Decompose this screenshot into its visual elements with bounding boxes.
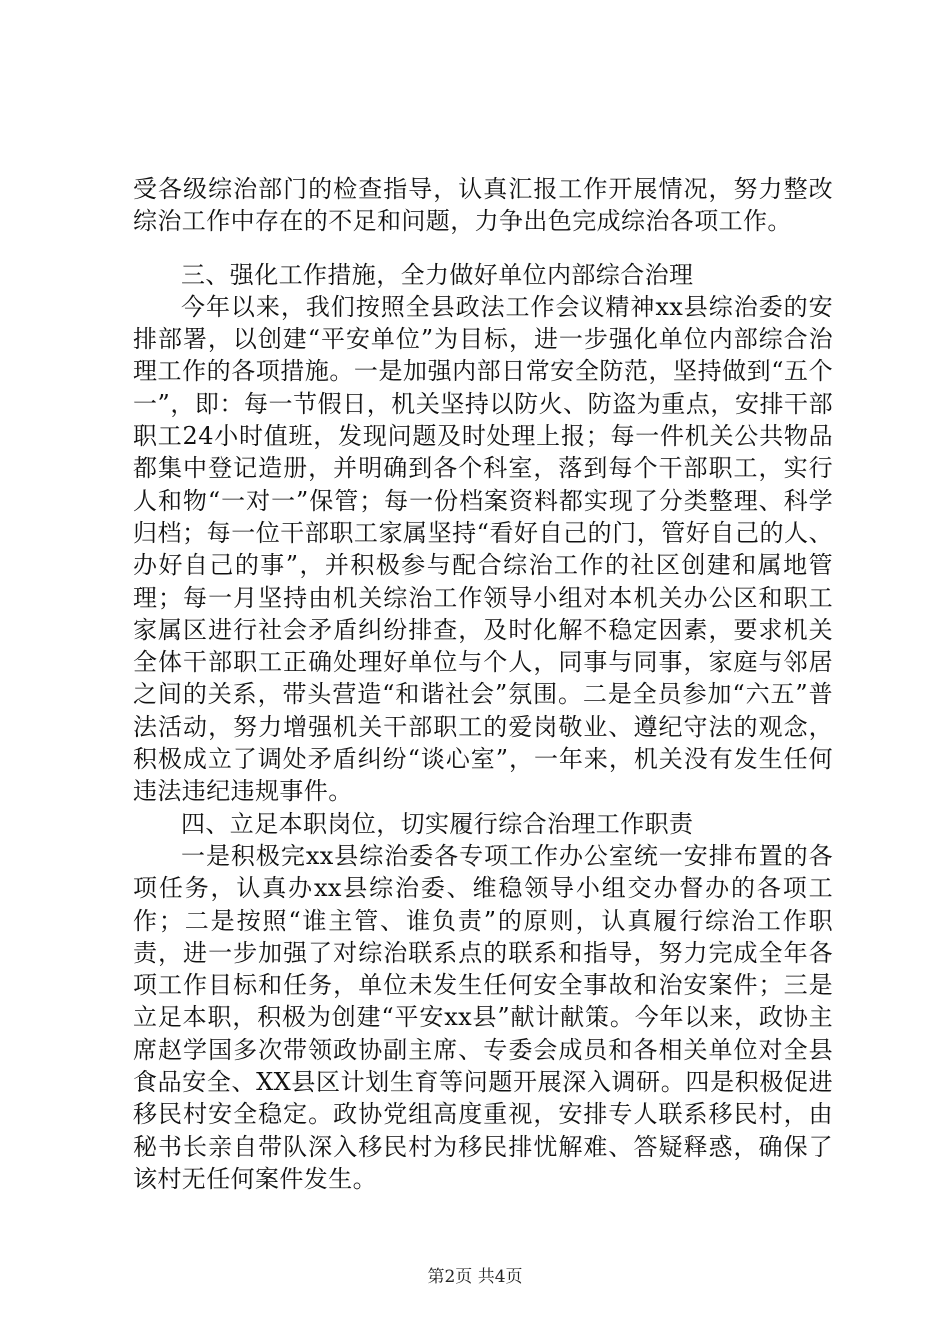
paragraph-continuation: 受各级综治部门的检查指导，认真汇报工作开展情况，努力整改综治工作中存在的不足和问题，力争出色完成综治各项工作。 <box>133 175 833 236</box>
paragraph-gap <box>133 238 833 259</box>
paragraph-section-4: 一是积极完xx县综治委各专项工作办公室统一安排布置的各项任务，认真办xx县综治委、维稳领导小组交办督办的各项工作；二是按照“谁主管、谁负责”的原则，认真履行综治工作职责，进一步加强了对综治联系点的联系和指导，努力完成全年各项工作目标和任务，单位未发生任何安全事故和治安案件；三是立足本职，积极为创建“平安xx县”献计献策。今年以来，政协主席赵学国多次带领政协副主席、专委会成员和各相关单位对全县食品安全、XX县区计划生育等问题开展深入调研。四是积极促进移民村安全稳定。政协党组高度重视，安排专人联系移民村，由秘书长亲自带队深入移民村为移民排忧解难、答疑释惑，确保了该村无任何案件发生。 <box>133 841 833 1193</box>
section-heading-3: 三、强化工作措施，全力做好单位内部综合治理 <box>181 260 694 289</box>
paragraph-section-3: 今年以来，我们按照全县政法工作会议精神xx县综治委的安排部署，以创建“平安单位”为目标，进一步强化单位内部综合治理工作的各项措施。一是加强内部日常安全防范，坚持做到“五个一”，即：每一节假日，机关坚持以防火、防盗为重点，安排干部职工24小时值班，发现问题及时处理上报；每一件机关公共物品都集中登记造册，并明确到各个科室，落到每个干部职工，实行人和物“一对一”保管；每一份档案资料都实现了分类整理、科学归档；每一位干部职工家属坚持“看好自己的门，管好自己的人、办好自己的事”，并积极参与配合综治工作的社区创建和属地管理；每一月坚持由机关综治工作领导小组对本机关办公区和职工家属区进行社会矛盾纠纷排查，及时化解不稳定因素，要求机关全体干部职工正确处理好单位与个人，同事与同事，家庭与邻居之间的关系，带头营造“和谐社会”氛围。二是全员参加“六五”普法活动，努力增强机关干部职工的爱岗敬业、遵纪守法的观念，积极成立了调处矛盾纠纷“谈心室”，一年来，机关没有发生任何违法违纪违规事件。 <box>133 292 833 806</box>
page-number-footer: 第2页 共4页 <box>427 1267 523 1287</box>
document-body <box>133 173 833 1195</box>
section-heading-4: 四、立足本职岗位，切实履行综合治理工作职责 <box>181 809 694 838</box>
